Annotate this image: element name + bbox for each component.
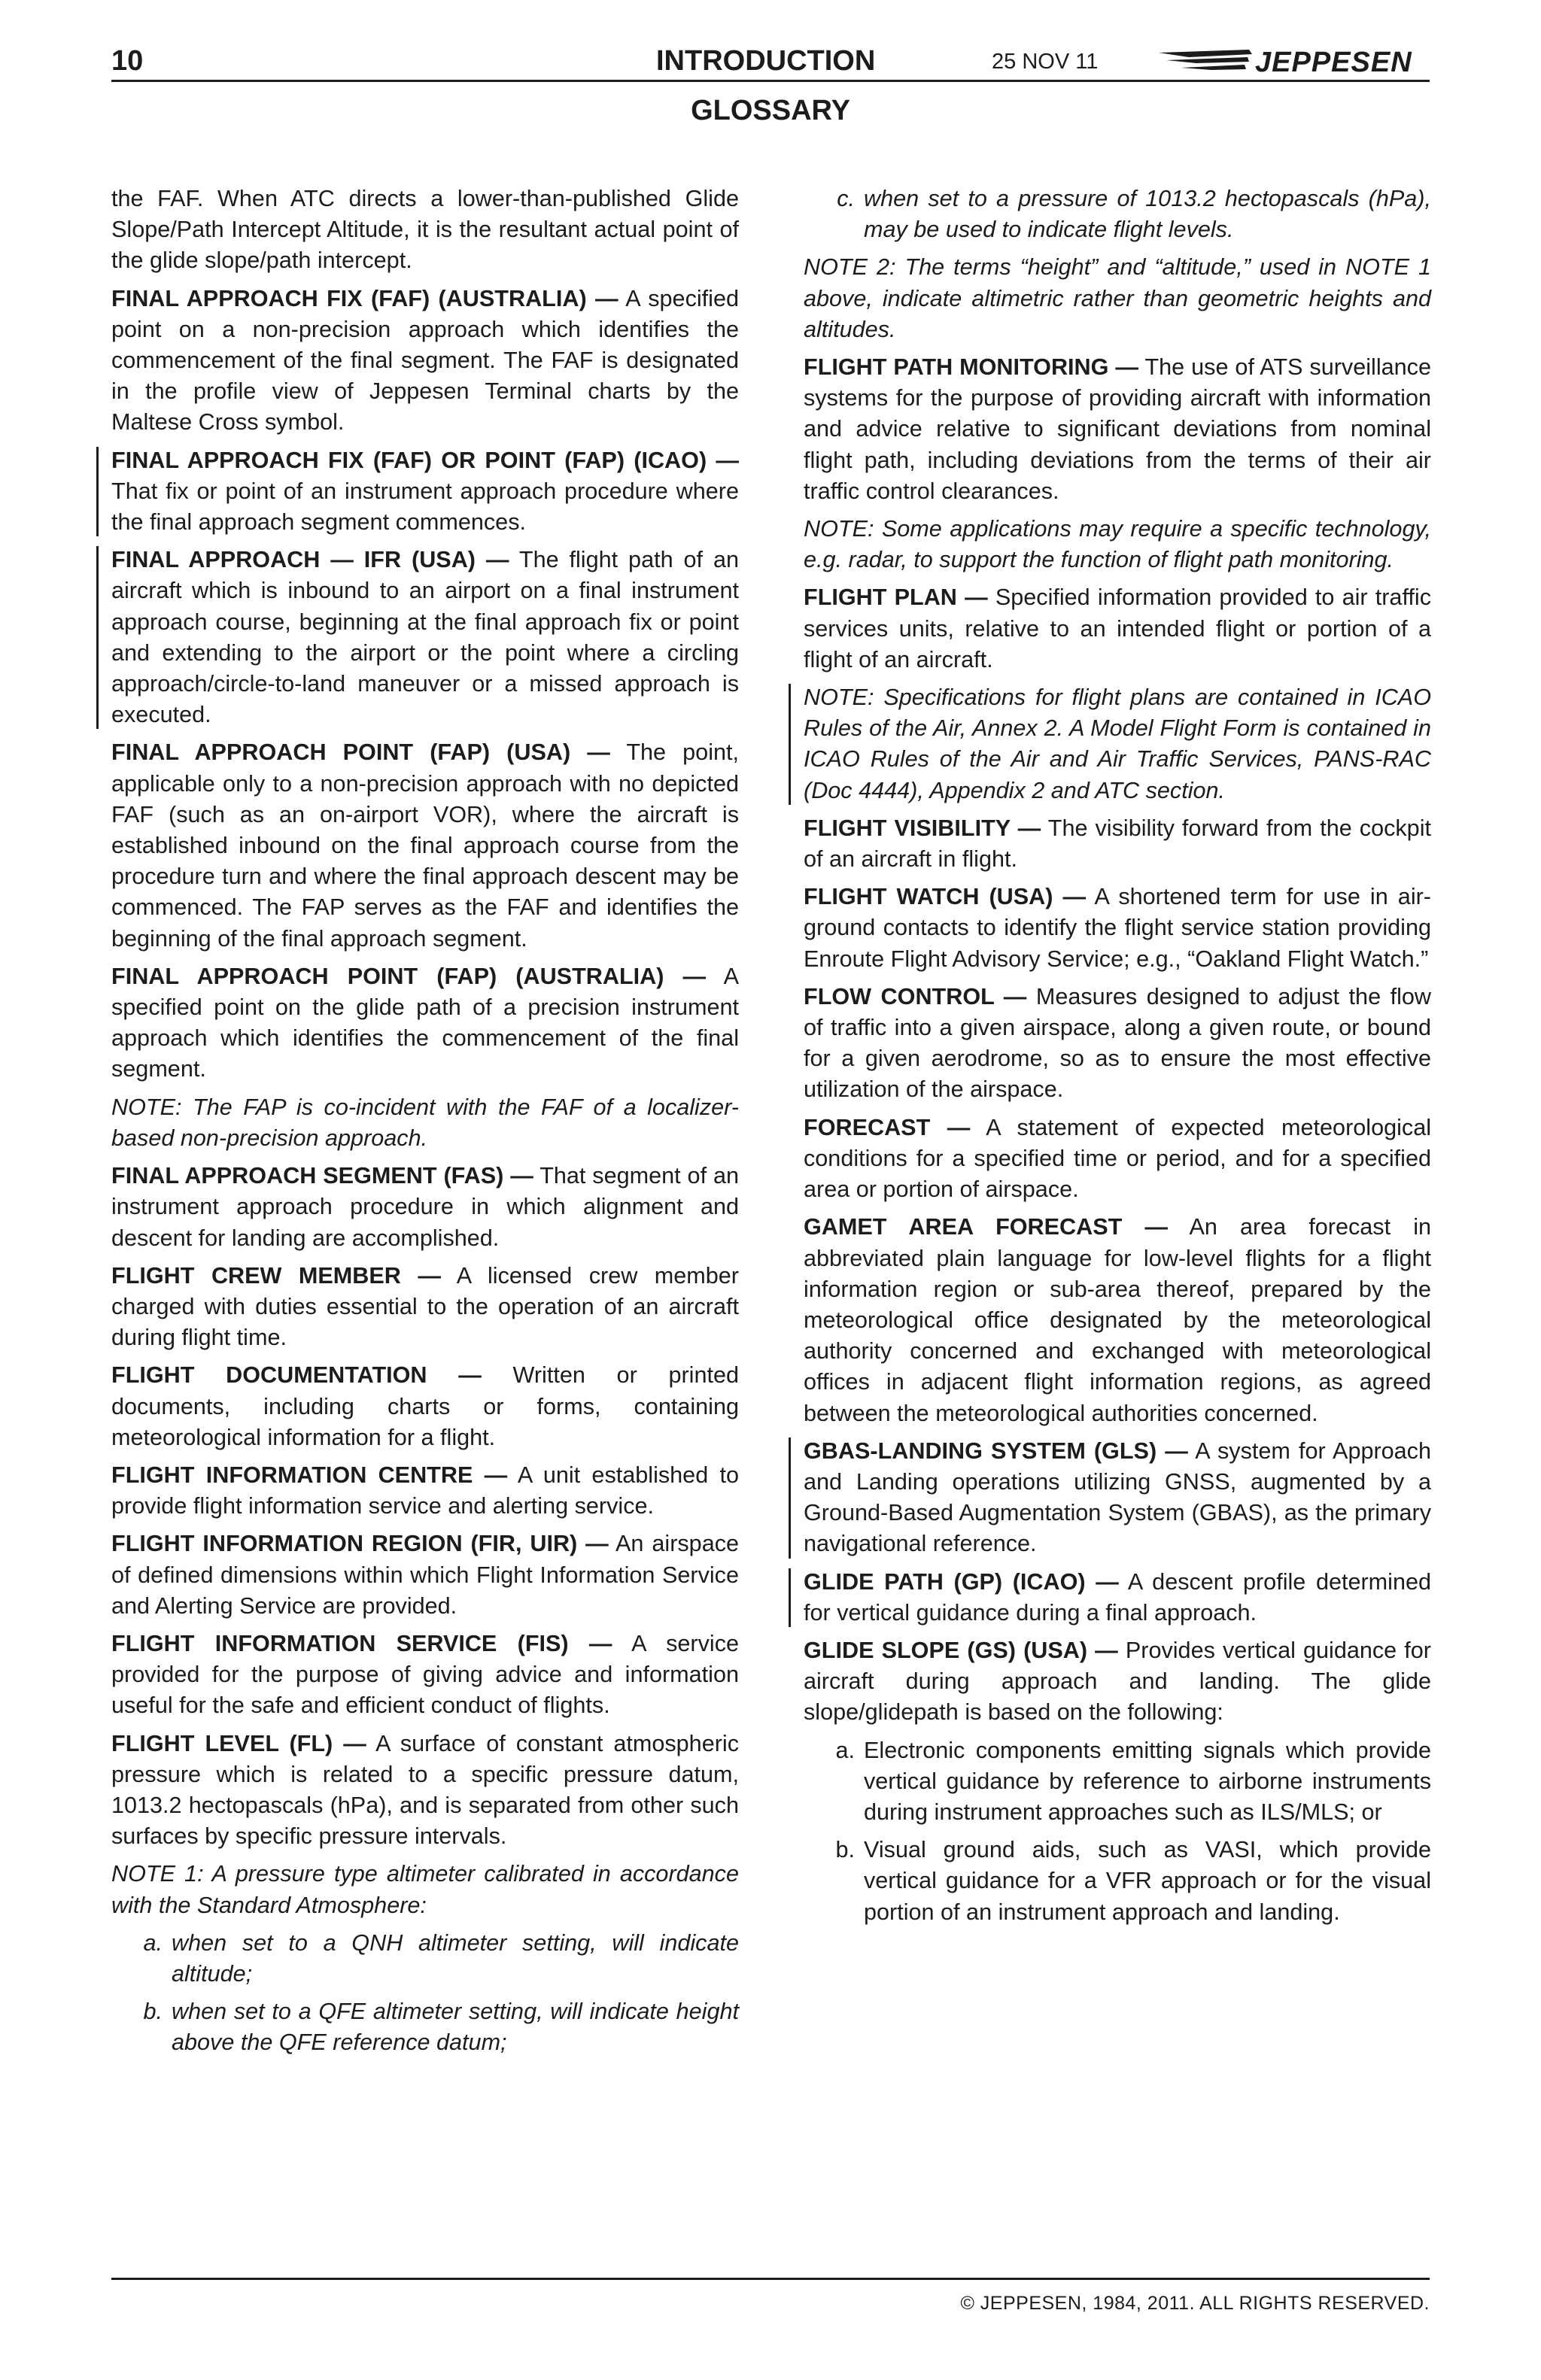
glossary-entry xyxy=(111,1460,739,1522)
glossary-entry xyxy=(804,882,1431,975)
entry-text: A licensed crew member charged with duties essential to the operation of an aircraft during flight time. xyxy=(111,1262,739,1351)
entry-text: That segment of an instrument approach procedure in which alignment and descent for landing are accomplished. xyxy=(111,1163,740,1251)
entry-term: FLIGHT WATCH (USA) — xyxy=(804,884,1087,910)
glossary-entry xyxy=(111,1161,739,1254)
entry-text: A service provided for the purpose of giving advice and information useful for the safe and efficient conduct of flights. xyxy=(111,1630,740,1719)
entry-term: FLIGHT LEVEL (FL) — xyxy=(111,1730,366,1756)
entry-term: FINAL APPROACH — IFR (USA) — xyxy=(111,547,509,573)
glossary-entry xyxy=(111,961,739,1085)
revision-date: 25 NOV 11 xyxy=(992,50,1099,74)
glossary-entry xyxy=(804,1212,1431,1428)
entry-term: FLIGHT DOCUMENTATION — xyxy=(111,1362,482,1389)
list-text: when set to a QFE altimeter setting, will indicate height above the QFE reference datum; xyxy=(172,1999,739,2056)
entry-text: A system for Approach and Landing operations utilizing GNSS, augmented by a Ground-Based Augmentation System (GBAS), as the primary navigational reference. xyxy=(804,1437,1431,1557)
entry-text: Specified information provided to air traffic services units, relative to an intended flight or portion of a flight of an aircraft. xyxy=(804,584,1431,672)
entry-text: the FAF. When ATC directs a lower-than-published Glide Slope/Path Intercept Altitude, it is the resultant actual point of the glide slope/path intercept. xyxy=(111,186,739,274)
list-text: when set to a pressure of 1013.2 hectopascals (hPa), may be used to indicate flight levels. xyxy=(864,186,1431,243)
glossary-entry xyxy=(804,1635,1431,1729)
entry-text: The use of ATS surveillance systems for the purpose of providing aircraft with information and advice relative to significant deviations from nominal flight path, including deviations from the terms of their air traffic control clearances. xyxy=(804,354,1431,504)
swoosh-icon xyxy=(1159,48,1252,74)
glossary-entry xyxy=(111,445,739,539)
entry-text: A statement of expected meteorological conditions for a specified time or period, and for a specified area or portion of airspace. xyxy=(804,1114,1432,1203)
glossary-note: NOTE 2: The terms “height” and “altitude,” used in NOTE 1 above, indicate altimetric rather than geometric heights and altitudes. xyxy=(804,254,1431,342)
entry-text: A unit established to provide flight information service and alerting service. xyxy=(111,1462,739,1519)
jeppesen-logo xyxy=(1159,47,1430,77)
entry-text: The point, applicable only to a non-precision approach with no depicted FAF (such as an on-airport VOR), where the aircraft is established inbound on the final approach course from the procedure turn and where the final approach descent may be commenced. The FAP serves as the FAF and identifies the beginning of the final approach segment. xyxy=(111,739,740,952)
glossary-entry xyxy=(804,1113,1431,1206)
entry-text: A shortened term for use in air-ground contacts to identify the flight service station providing Enroute Flight Advisory Service; e.g., “Oakland Flight Watch.” xyxy=(804,884,1431,972)
entry-term: GAMET AREA FORECAST — xyxy=(804,1214,1169,1240)
glossary-entry xyxy=(111,284,739,439)
entry-term: FINAL APPROACH FIX (FAF) OR POINT (FAP) (ICAO) — xyxy=(111,447,739,473)
entry-text: The visibility forward from the cockpit of an aircraft in flight. xyxy=(804,815,1431,873)
glossary-entry xyxy=(111,1261,739,1354)
list-item xyxy=(111,1996,739,2058)
list-item xyxy=(804,184,1431,245)
glossary-entry xyxy=(111,737,739,954)
list-text: when set to a QNH altimeter setting, will indicate altitude; xyxy=(172,1929,739,1987)
entry-term: FLOW CONTROL — xyxy=(804,983,1027,1009)
footer-rule xyxy=(111,2278,1430,2280)
list-item xyxy=(804,1835,1431,1928)
entry-term: GLIDE SLOPE (GS) (USA) — xyxy=(804,1637,1118,1663)
entry-text: A specified point on a non-precision approach which identifies the commencement of the final segment. The FAF is designated in the profile view of Jeppesen Terminal charts by the Maltese Cross symbol. xyxy=(111,285,739,436)
entry-term: FLIGHT VISIBILITY — xyxy=(804,815,1041,841)
glossary-entry xyxy=(804,352,1431,507)
page-header xyxy=(111,42,1430,84)
entry-term: FLIGHT INFORMATION SERVICE (FIS) — xyxy=(111,1630,612,1656)
list-label: b. xyxy=(835,1837,855,1863)
glossary-entry xyxy=(804,1436,1431,1560)
list-label: c. xyxy=(837,186,855,211)
list-text: Electronic components emitting signals which provide vertical guidance by reference to airborne instruments during instrument approaches such as ILS/MLS; or xyxy=(864,1737,1431,1825)
logo-wordmark: JEPPESEN xyxy=(1255,47,1412,78)
list-label: b. xyxy=(143,1999,163,2025)
entry-term: FLIGHT CREW MEMBER — xyxy=(111,1262,441,1289)
entry-text: A descent profile determined for vertical guidance during a final approach. xyxy=(804,1568,1432,1626)
entry-term: FLIGHT PLAN — xyxy=(804,584,988,611)
entry-term: FINAL APPROACH POINT (FAP) (USA) — xyxy=(111,739,610,766)
glossary-entry xyxy=(804,982,1431,1106)
entry-term: FINAL APPROACH SEGMENT (FAS) — xyxy=(111,1163,533,1189)
list-label: a. xyxy=(143,1929,163,1956)
entry-text: The flight path of an aircraft which is inbound to an airport on a final instrument approach course, beginning at the final approach fix or point and extending to the airport or the point where a circling approach/circle-to-land maneuver or a missed approach is executed. xyxy=(111,547,739,728)
entry-text: An area forecast in abbreviated plain language for low-level flights for a flight information region or sub-area thereof, prepared by the meteorological office designated by the meteorological authority concerned and exchanged with meteorological offices in adjacent flight information regions, as agreed between the meteorological authorities concerned. xyxy=(804,1214,1432,1426)
page-subtitle: GLOSSARY xyxy=(691,95,850,126)
glossary-entry xyxy=(111,184,739,277)
entry-text: A specified point on the glide path of a precision instrument approach which identifies the commencement of the final segment. xyxy=(111,963,739,1082)
entry-text: A surface of constant atmospheric pressure which is related to a specific pressure datum, 1013.2 hectopascals (hPa), and is separated from other such surfaces by specific pressure intervals. xyxy=(111,1730,739,1850)
entry-text: Written or printed documents, including charts or forms, containing meteorological information for a flight. xyxy=(111,1362,740,1450)
glossary-note: NOTE: Specifications for flight plans are contained in ICAO Rules of the Air, Annex 2. A Model Flight Form is contained in ICAO Rules of the Air and Air Traffic Services, PANS-RAC (Doc 4444), Appendix 2 and ATC section. xyxy=(804,682,1431,806)
entry-term: GLIDE PATH (GP) (ICAO) — xyxy=(804,1568,1119,1595)
glossary-entry xyxy=(804,1567,1431,1629)
glossary-entry xyxy=(804,582,1431,675)
glossary-entry xyxy=(804,813,1431,875)
entry-term: FINAL APPROACH FIX (FAF) (AUSTRALIA) — xyxy=(111,285,619,311)
entry-term: FLIGHT INFORMATION REGION (FIR, UIR) — xyxy=(111,1531,609,1557)
left-column xyxy=(111,184,739,2066)
glossary-note: NOTE: Some applications may require a specific technology, e.g. radar, to support the function of flight path monitoring. xyxy=(804,516,1431,573)
page-number: 10 xyxy=(111,45,144,77)
entry-term: FLIGHT INFORMATION CENTRE — xyxy=(111,1462,508,1488)
list-item xyxy=(111,1928,739,1990)
copyright-footer: © JEPPESEN, 1984, 2011. ALL RIGHTS RESERVED. xyxy=(960,2293,1430,2314)
entry-term: FORECAST — xyxy=(804,1114,971,1140)
glossary-entry xyxy=(111,1360,739,1453)
list-text: Visual ground aids, such as VASI, which provide vertical guidance for a VFR approach or for the visual portion of an instrument approach and landing. xyxy=(864,1837,1431,1925)
right-column xyxy=(804,184,1431,1935)
list-item xyxy=(804,1735,1431,1829)
glossary-entry xyxy=(111,1528,739,1622)
glossary-entry xyxy=(111,1729,739,1853)
glossary-note: NOTE: The FAP is co-incident with the FAF of a localizer-based non-precision approach. xyxy=(111,1094,739,1151)
entry-term: FLIGHT PATH MONITORING — xyxy=(804,354,1139,381)
entry-text: An airspace of defined dimensions within which Flight Information Service and Alerting Service are provided. xyxy=(111,1531,740,1619)
entry-text: Measures designed to adjust the flow of traffic into a given airspace, along a given route, or bound for a given aerodrome, so as to ensure the most effective utilization of the airspace. xyxy=(804,983,1431,1103)
entry-term: FINAL APPROACH POINT (FAP) (AUSTRALIA) — xyxy=(111,963,707,989)
header-rule xyxy=(111,80,1430,82)
glossary-note: NOTE 1: A pressure type altimeter calibrated in accordance with the Standard Atmosphere: xyxy=(111,1861,739,1918)
entry-text: That fix or point of an instrument approach procedure where the final approach segment commences. xyxy=(111,478,739,536)
list-label: a. xyxy=(835,1737,855,1763)
section-title: INTRODUCTION xyxy=(656,45,876,77)
entry-text: Provides vertical guidance for aircraft during approach and landing. The glide slope/glidepath is based on the following: xyxy=(804,1637,1431,1726)
glossary-entry xyxy=(111,1629,739,1722)
entry-term: GBAS-LANDING SYSTEM (GLS) — xyxy=(804,1437,1188,1464)
glossary-entry xyxy=(111,545,739,730)
